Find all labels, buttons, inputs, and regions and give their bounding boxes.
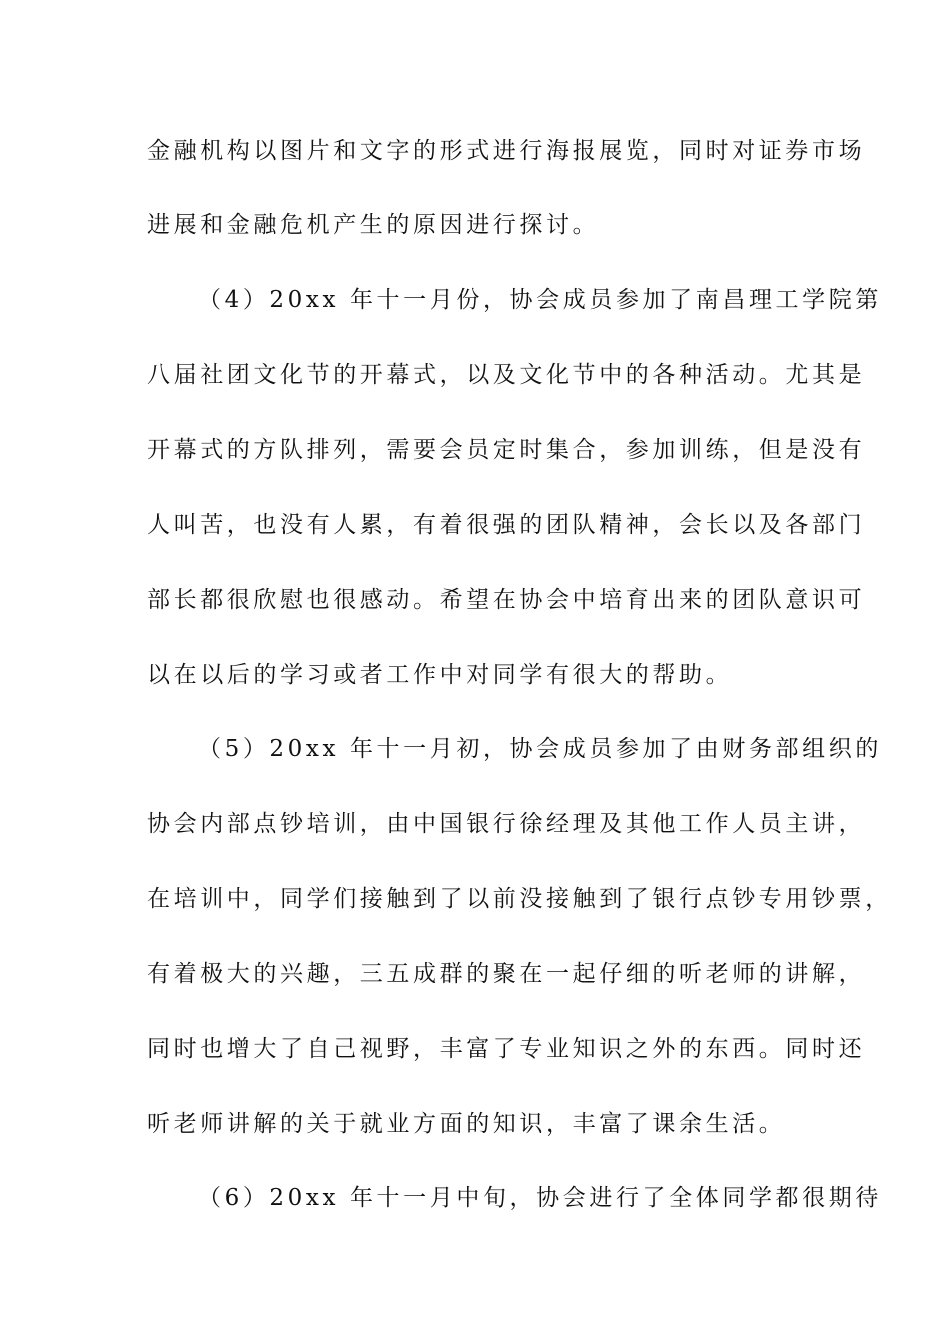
text-line: 进展和金融危机产生的原因进行探讨。 xyxy=(147,212,600,238)
text-line: 人叫苦，也没有人累，有着很强的团队精神，会长以及各部门 xyxy=(147,512,866,538)
text-line: 协会内部点钞培训，由中国银行徐经理及其他工作人员主讲， xyxy=(147,811,866,837)
paragraph-6-start: （6）20xx 年十一月中旬，协会进行了全体同学都很期待 xyxy=(198,1185,882,1211)
text-line: 部长都很欣慰也很感动。希望在协会中培育出来的团队意识可 xyxy=(147,587,866,613)
text-line: 有着极大的兴趣，三五成群的聚在一起仔细的听老师的讲解， xyxy=(147,961,866,987)
text-line: 在培训中，同学们接触到了以前没接触到了银行点钞专用钞票， xyxy=(147,886,892,912)
paragraph-4-start: （4）20xx 年十一月份，协会成员参加了南昌理工学院第 xyxy=(198,287,882,313)
text-line: 同时也增大了自己视野，丰富了专业知识之外的东西。同时还 xyxy=(147,1036,866,1062)
text-line: 以在以后的学习或者工作中对同学有很大的帮助。 xyxy=(147,662,733,688)
text-line: 金融机构以图片和文字的形式进行海报展览，同时对证券市场 xyxy=(147,138,866,164)
text-line: 听老师讲解的关于就业方面的知识，丰富了课余生活。 xyxy=(147,1111,786,1137)
text-line: 八届社团文化节的开幕式，以及文化节中的各种活动。尤其是 xyxy=(147,362,866,388)
paragraph-5-start: （5）20xx 年十一月初，协会成员参加了由财务部组织的 xyxy=(198,736,882,762)
text-line: 开幕式的方队排列，需要会员定时集合，参加训练，但是没有 xyxy=(147,437,866,463)
